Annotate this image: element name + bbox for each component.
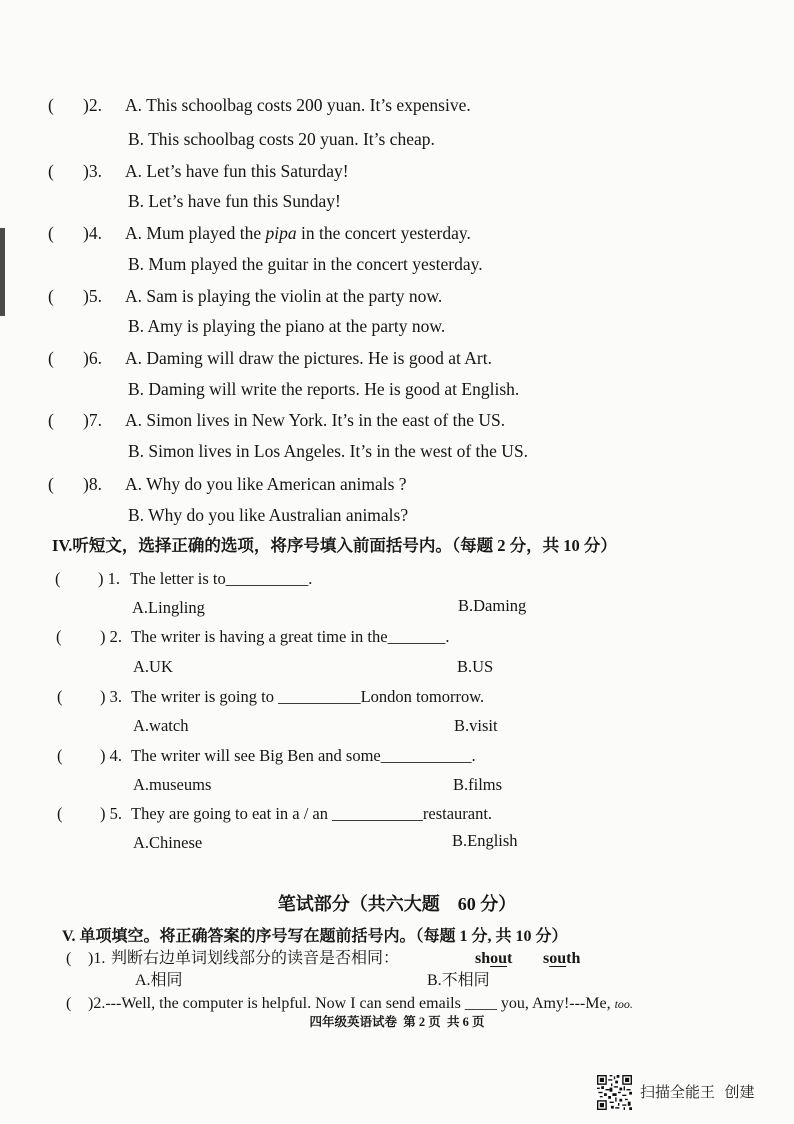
question-number: )1. xyxy=(88,950,106,967)
listening-question xyxy=(0,803,794,825)
question-number: ) 2. xyxy=(100,627,122,646)
question-row-b xyxy=(0,504,794,526)
option-b: B. Daming will write the reports. He is good at English. xyxy=(128,379,520,399)
options-row xyxy=(0,832,794,854)
answer-bracket-open: ( xyxy=(48,410,54,430)
question-text-tail: too. xyxy=(614,997,633,1011)
answer-bracket-open: ( xyxy=(66,950,72,967)
option-b: B.English xyxy=(452,831,518,850)
question-stem: 判断右边单词划线部分的读音是否相同： xyxy=(111,950,400,967)
answer-bracket-open: ( xyxy=(48,95,54,115)
question-number: )3. xyxy=(83,161,102,181)
question-stem xyxy=(88,993,633,1015)
answer-bracket-open: ( xyxy=(57,687,63,706)
option-a: A.museums xyxy=(133,775,212,794)
answer-bracket-open: ( xyxy=(48,161,54,181)
answer-bracket-open: ( xyxy=(48,286,54,306)
phonics-word-1 xyxy=(475,948,512,970)
question-number: )2. xyxy=(88,995,106,1012)
listening-question xyxy=(0,568,794,590)
option-a: A. Simon lives in New York. It’s in the east of the US. xyxy=(125,410,506,430)
option-a: A.Chinese xyxy=(133,833,203,852)
question-stem: They are going to eat in a / an ___________restaurant. xyxy=(131,804,493,823)
question-row-b xyxy=(0,440,794,462)
grammar-question xyxy=(0,948,794,970)
question-number: )8. xyxy=(83,474,102,494)
phonics-word-2 xyxy=(543,948,580,970)
question-row-b xyxy=(0,378,794,400)
question-row xyxy=(0,285,794,307)
question-row xyxy=(0,473,794,495)
answer-bracket-open: ( xyxy=(48,223,54,243)
question-row-b xyxy=(0,190,794,212)
question-stem: The writer is having a great time in the_______. xyxy=(131,627,450,646)
answer-bracket-open: ( xyxy=(55,569,61,588)
question-number: )6. xyxy=(83,348,102,368)
options-row xyxy=(0,715,794,737)
question-row xyxy=(0,222,794,244)
option-b: B. Amy is playing the piano at the party now. xyxy=(128,316,446,336)
answer-bracket-open: ( xyxy=(48,348,54,368)
section-heading-iv: IV.听短文，选择正确的选项，将序号填入前面括号内。（每题 2 分，共 10 分） xyxy=(52,536,617,555)
page-footer: 四年级英语试卷 第 2 页 共 6 页 xyxy=(309,1015,485,1029)
question-row-b xyxy=(0,128,794,150)
option-a-italic-word: pipa xyxy=(265,223,297,243)
question-number: ) 5. xyxy=(100,804,122,823)
question-number: )2. xyxy=(83,95,102,115)
answer-bracket-open: ( xyxy=(48,474,54,494)
word-part: s xyxy=(543,950,550,967)
answer-bracket-open: ( xyxy=(57,746,63,765)
question-row xyxy=(0,347,794,369)
option-b: B. Let’s have fun this Sunday! xyxy=(128,191,341,211)
question-text: ---Well, the computer is helpful. Now I can send emails ____ you, Amy!---Me, xyxy=(105,995,615,1012)
question-number: ) 1. xyxy=(98,569,120,588)
option-b: B. This schoolbag costs 20 yuan. It’s cheap. xyxy=(128,129,435,149)
option-a: A.Lingling xyxy=(132,598,205,617)
question-stem: The letter is to__________. xyxy=(130,569,313,588)
option-b: B. Mum played the guitar in the concert yesterday. xyxy=(128,254,483,274)
options-row xyxy=(0,970,794,992)
option-b: B. Why do you like Australian animals? xyxy=(128,505,409,525)
answer-bracket-open: ( xyxy=(56,627,62,646)
option-b: B.不相同 xyxy=(427,972,490,989)
option-a: A.相同 xyxy=(135,972,183,989)
question-stem: The writer will see Big Ben and some___________. xyxy=(131,746,476,765)
option-a: A.watch xyxy=(133,716,189,735)
word-underlined-part: ou xyxy=(490,950,508,967)
listening-question xyxy=(0,686,794,708)
option-a: A. Why do you like American animals ? xyxy=(125,474,407,494)
option-a: A. Let’s have fun this Saturday! xyxy=(125,161,349,181)
question-row-b xyxy=(0,315,794,337)
option-b: B.Daming xyxy=(458,596,527,615)
word-part: sh xyxy=(475,950,491,967)
question-stem: The writer is going to __________London tomorrow. xyxy=(131,687,485,706)
options-row xyxy=(0,656,794,678)
word-underlined-part: ou xyxy=(549,950,567,967)
question-number: ) 4. xyxy=(100,746,122,765)
options-row xyxy=(0,597,794,619)
question-number: ) 3. xyxy=(100,687,122,706)
answer-bracket-open: ( xyxy=(57,804,63,823)
option-a: A.UK xyxy=(133,657,173,676)
word-part: t xyxy=(507,950,513,967)
option-a: A. This schoolbag costs 200 yuan. It’s expensive. xyxy=(125,95,471,115)
section-heading-v: V. 单项填空。将正确答案的序号写在题前括号内。（每题 1 分, 共 10 分） xyxy=(62,928,568,945)
option-a-text: A. Mum played the xyxy=(125,223,266,243)
written-part-heading: 笔试部分（共六大题 60 分） xyxy=(277,894,517,914)
option-b: B.films xyxy=(453,775,503,794)
question-number: )5. xyxy=(83,286,102,306)
qr-code-icon xyxy=(597,1075,632,1110)
option-a xyxy=(125,222,471,244)
option-b: B.US xyxy=(457,657,494,676)
word-part: th xyxy=(566,950,581,967)
question-row xyxy=(0,160,794,182)
option-a: A. Daming will draw the pictures. He is good at Art. xyxy=(125,348,492,368)
question-number: )7. xyxy=(83,410,102,430)
question-row xyxy=(0,94,794,116)
question-row xyxy=(0,409,794,431)
question-row-b xyxy=(0,253,794,275)
answer-bracket-open: ( xyxy=(66,995,72,1012)
listening-question xyxy=(0,626,794,648)
options-row xyxy=(0,774,794,796)
option-a: A. Sam is playing the violin at the party now. xyxy=(125,286,443,306)
option-b: B. Simon lives in Los Angeles. It’s in the west of the US. xyxy=(128,441,529,461)
scanner-watermark-label: 扫描全能王 创建 xyxy=(640,1083,755,1101)
grammar-question xyxy=(0,993,794,1015)
question-number: )4. xyxy=(83,223,102,243)
option-a-text: in the concert yesterday. xyxy=(296,223,471,243)
listening-question xyxy=(0,745,794,767)
option-b: B.visit xyxy=(454,716,498,735)
